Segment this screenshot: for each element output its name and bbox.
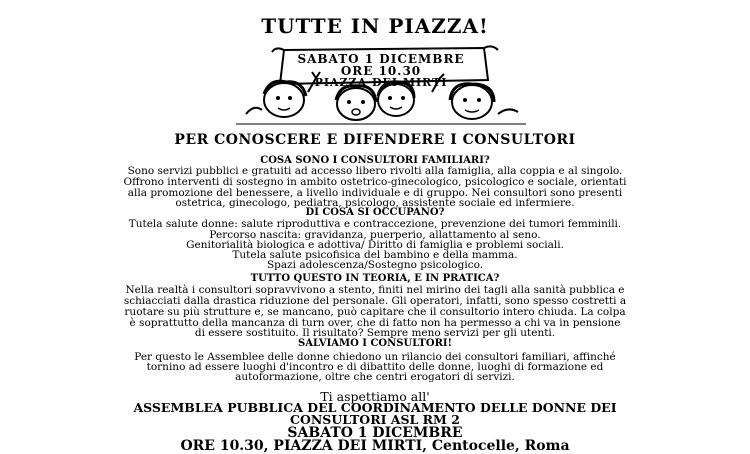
section2-line: Tutela salute donne: salute riproduttiva e contraccezione, prevenzione dei tumori femminili. — [128, 218, 622, 230]
section2-line: Percorso nascita: gravidanza, puerperio, allattamento al seno. — [209, 229, 541, 241]
section3-line: di essere sostituito. Il risultato? Sempre meno servizi per gli utenti. — [194, 327, 556, 339]
sign-date: SABATO 1 DICEMBRE — [297, 52, 465, 66]
sign-place: PIAZZA DEI MIRTI — [314, 76, 448, 89]
section2-line: Tutela salute psicofisica del bambino e della mamma. — [232, 249, 518, 261]
invite-text: Ti aspettiamo all' — [320, 389, 430, 404]
headline: PER CONOSCERE E DIFENDERE I CONSULTORI — [174, 132, 576, 148]
section2-heading: DI COSA SI OCCUPANO? — [305, 207, 445, 218]
event-date: SABATO 1 DICEMBRE — [287, 425, 463, 441]
section3-heading: TUTTO QUESTO IN TEORIA, E IN PRATICA? — [250, 273, 500, 284]
section2-line: Spazi adolescenza/Sostegno psicologico. — [266, 259, 484, 271]
poster-title: TUTTE IN PIAZZA! — [261, 14, 489, 38]
protest-drawing — [236, 44, 526, 126]
section3-line: ruotare su più strutture e, se mancano, può capitare che il consultorio intero chiuda. La colpa — [124, 306, 626, 318]
section1-line: Sono servizi pubblici e gratuiti ad accesso libero rivolti alla famiglia, alla coppia e al singolo. — [127, 165, 623, 177]
section1-heading: COSA SONO I CONSULTORI FAMILIARI? — [260, 155, 490, 166]
section1-line: alla promozione del benessere, a livello individuale e di gruppo. Nei consultori sono presenti — [127, 187, 623, 199]
section3-line: è soprattutto della mancanza di turn over, che di fatto non ha permesso a chi va in pensione — [129, 317, 621, 329]
section4-line: Per questo le Assemblee delle donne chiedono un rilancio dei consultori familiari, affinché — [134, 351, 616, 363]
event-place: ORE 10.30, PIAZZA DEI MIRTI, Centocelle, Roma — [180, 438, 570, 454]
section3-line: schiacciati dalla drastica riduzione del personale. Gli operatori, infatti, sono spesso costretti a — [123, 295, 627, 307]
section3-line: Nella realtà i consultori sopravvivono a stento, finiti nel mirino dei tagli alla sanità pubblica e — [125, 284, 625, 296]
section1-line: Offrono interventi di sostegno in ambito ostetrico-ginecologico, psicologico e sociale, orientati — [123, 176, 627, 188]
assembly-title-line2: CONSULTORI ASL RM 2 — [290, 412, 460, 427]
section4-line: autoformazione, oltre che centri erogatori di servizi. — [235, 371, 515, 383]
section2-line: Genitorialità biologica e adottiva/ Diritto di famiglia e problemi sociali. — [186, 239, 564, 251]
sign-time: ORE 10.30 — [340, 64, 422, 78]
section4-heading: SALVIAMO I CONSULTORI! — [298, 338, 452, 349]
assembly-title-line1: ASSEMBLEA PUBBLICA DEL COORDINAMENTO DELLE DONNE DEI — [133, 400, 617, 415]
section4-line: tornino ad essere luoghi d'incontro e di dibattito delle donne, luoghi di formazione ed — [146, 361, 604, 373]
section1-line: ostetrica, ginecologo, pediatra, psicologo, assistente sociale ed infermiere. — [175, 197, 575, 209]
